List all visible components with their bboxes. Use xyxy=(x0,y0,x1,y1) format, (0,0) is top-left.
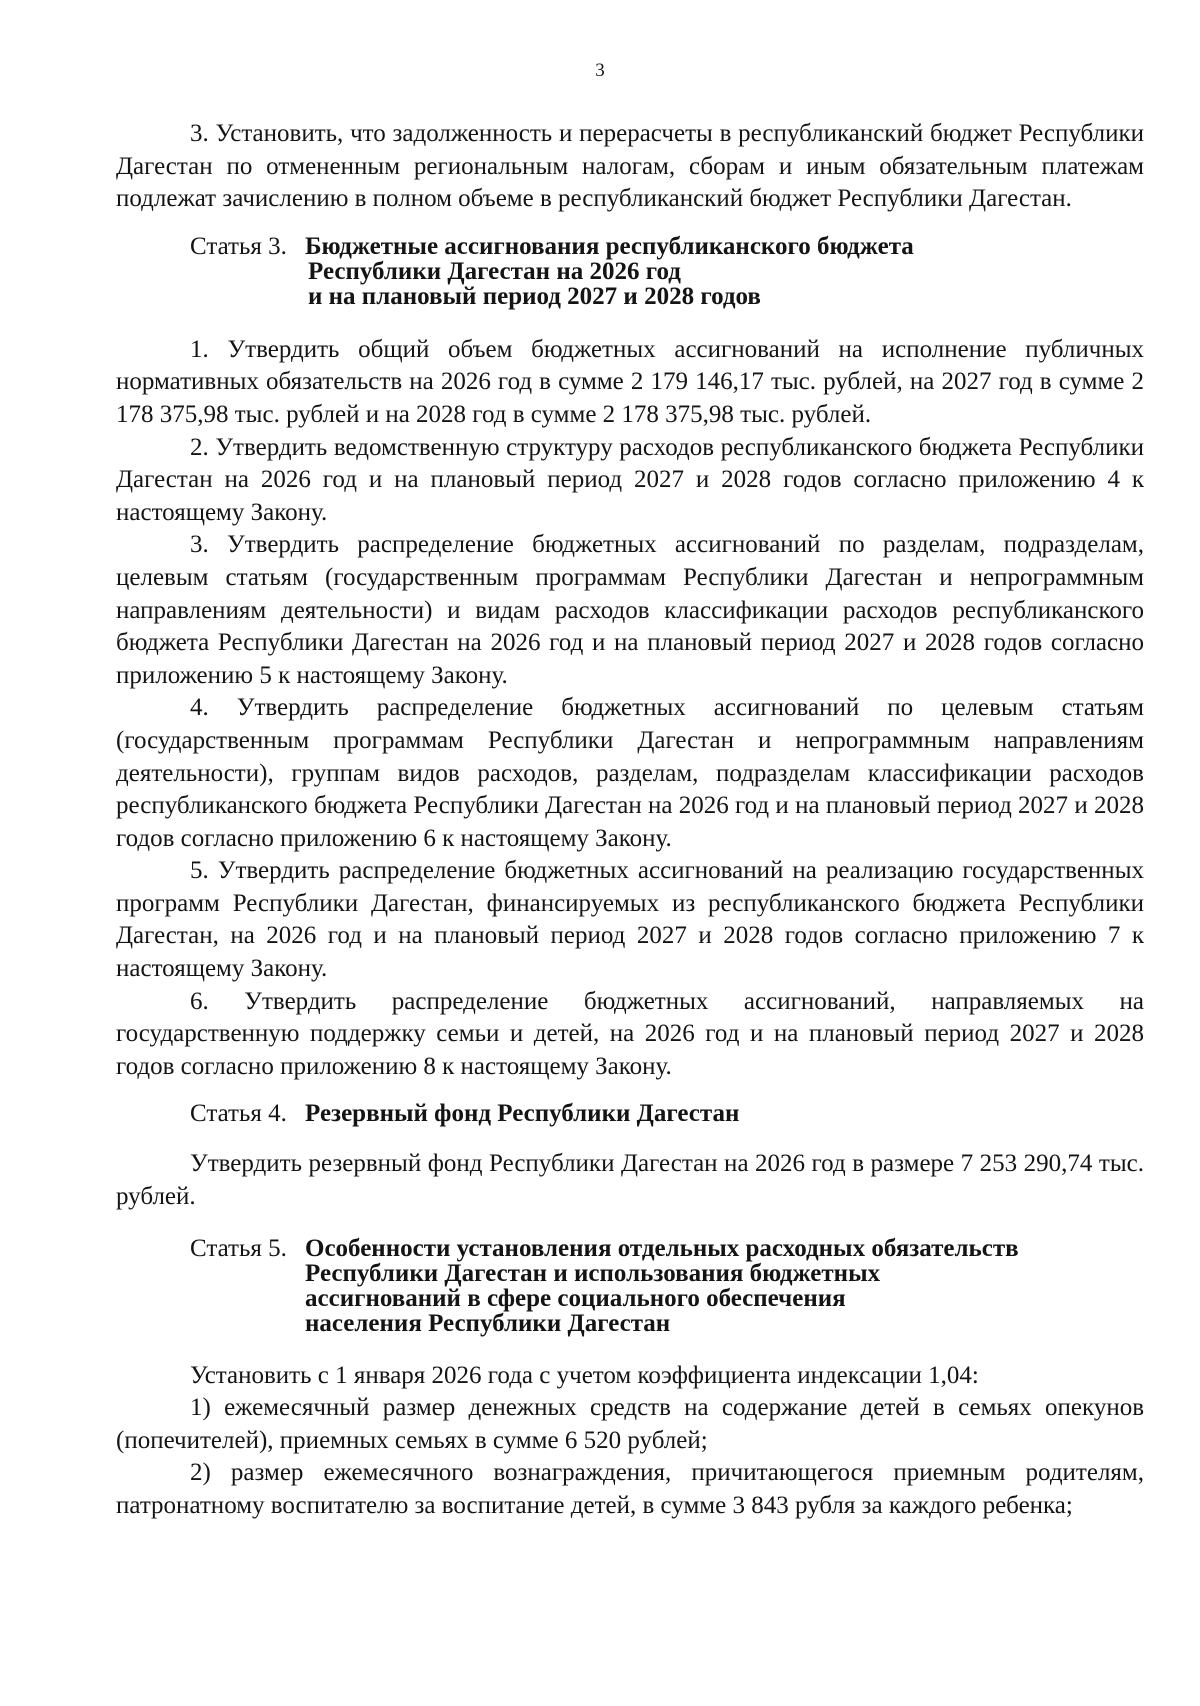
article4-text: Утвердить резервный фонд Республики Дагестан на 2026 год в размере 7 253 290,74 тыс. рублей. xyxy=(116,1150,1144,1211)
article3-item: 2. Утвердить ведомственную структуру расходов республиканского бюджета Республики Дагестан на 2026 год и на плановый период 2027 и 2028 годов согласно приложению 4 к настоящему Закону. xyxy=(116,433,1144,526)
article4-title: Резервный фонд Республики Дагестан xyxy=(305,1100,740,1128)
article3-title-line: Республики Дагестан на 2026 год xyxy=(308,257,681,285)
article5-heading xyxy=(190,1236,1144,1336)
article5-title-line: Республики Дагестан и использования бюджетных xyxy=(305,1259,881,1287)
article5-title-line: населения Республики Дагестан xyxy=(305,1309,671,1337)
article3-item: 6. Утвердить распределение бюджетных ассигнований, направляемых на государственную поддержку семьи и детей, на 2026 год и на плановый период 2027 и 2028 годов согласно приложению 8 к настоящему Закону. xyxy=(116,987,1144,1080)
article5-title-line: Особенности установления отдельных расходных обязательств xyxy=(305,1234,1019,1262)
article3-item: 5. Утвердить распределение бюджетных ассигнований на реализацию государственных программ Республики Дагестан, финансируемых из республиканского бюджета Республики Дагестан, на 2026 год и на плановый период 2027 и 2028 годов согласно приложению 7 к настоящему Закону. xyxy=(116,857,1144,983)
article4-heading xyxy=(190,1101,1144,1126)
article3-item: 3. Утвердить распределение бюджетных ассигнований по разделам, подразделам, целевым статьям (государственным программам Республики Дагестан и непрограммным направлениям деятельности) и видам расходов классификации расходов республиканского бюджета Республики Дагестан на 2026 год и на плановый период 2027 и 2028 годов согласно приложению 5 к настоящему Закону. xyxy=(116,531,1144,689)
article5-intro: Установить с 1 января 2026 года с учетом коэффициента индексации 1,04: xyxy=(190,1361,979,1389)
article3-title-line: Бюджетные ассигнования республиканского бюджета xyxy=(305,232,914,260)
article5-body xyxy=(116,1360,1144,1523)
document-body xyxy=(116,118,1144,1523)
article3-item: 1. Утвердить общий объем бюджетных ассигнований на исполнение публичных нормативных обязательств на 2026 год в сумме 2 179 146,17 тыс. рублей, на 2027 год в сумме 2 178 375,98 тыс. рублей и на 2028 год в сумме 2 178 375,98 тыс. рублей. xyxy=(116,335,1144,428)
article5-title xyxy=(305,1236,1125,1336)
article5-title-line: ассигнований в сфере социального обеспечения xyxy=(305,1284,846,1312)
article5-label: Статья 5. xyxy=(190,1234,287,1262)
article3-label: Статья 3. xyxy=(190,232,287,260)
article5-item: 2) размер ежемесячного вознаграждения, причитающегося приемным родителям, патронатному воспитателю за воспитание детей, в сумме 3 843 рубля за каждого ребенка; xyxy=(116,1459,1144,1519)
article3-item: 4. Утвердить распределение бюджетных ассигнований по целевым статьям (государственным программам Республики Дагестан и непрограммным направлениям деятельности), группам видов расходов, разделам, подразделам классификации расходов республиканского бюджета Республики Дагестан на 2026 год и на плановый период 2027 и 2028 годов согласно приложению 6 к настоящему Закону. xyxy=(116,694,1144,852)
article5-item: 1) ежемесячный размер денежных средств на содержание детей в семьях опекунов (попечителей), приемных семьях в сумме 6 520 рублей; xyxy=(116,1394,1144,1454)
article3-title xyxy=(305,234,1125,309)
article3-items xyxy=(116,334,1144,1084)
article4-label: Статья 4. xyxy=(190,1100,287,1128)
article2-item3: 3. Установить, что задолженность и перерасчеты в республиканский бюджет Республики Дагестан по отмененным региональным налогам, сборам и иным обязательным платежам подлежат зачислению в полном объеме в республиканский бюджет Республики Дагестан. xyxy=(116,120,1144,213)
article3-heading xyxy=(190,234,1144,309)
page-number: 3 xyxy=(595,60,605,81)
article3-title-line: и на плановый период 2027 и 2028 годов xyxy=(308,282,761,310)
